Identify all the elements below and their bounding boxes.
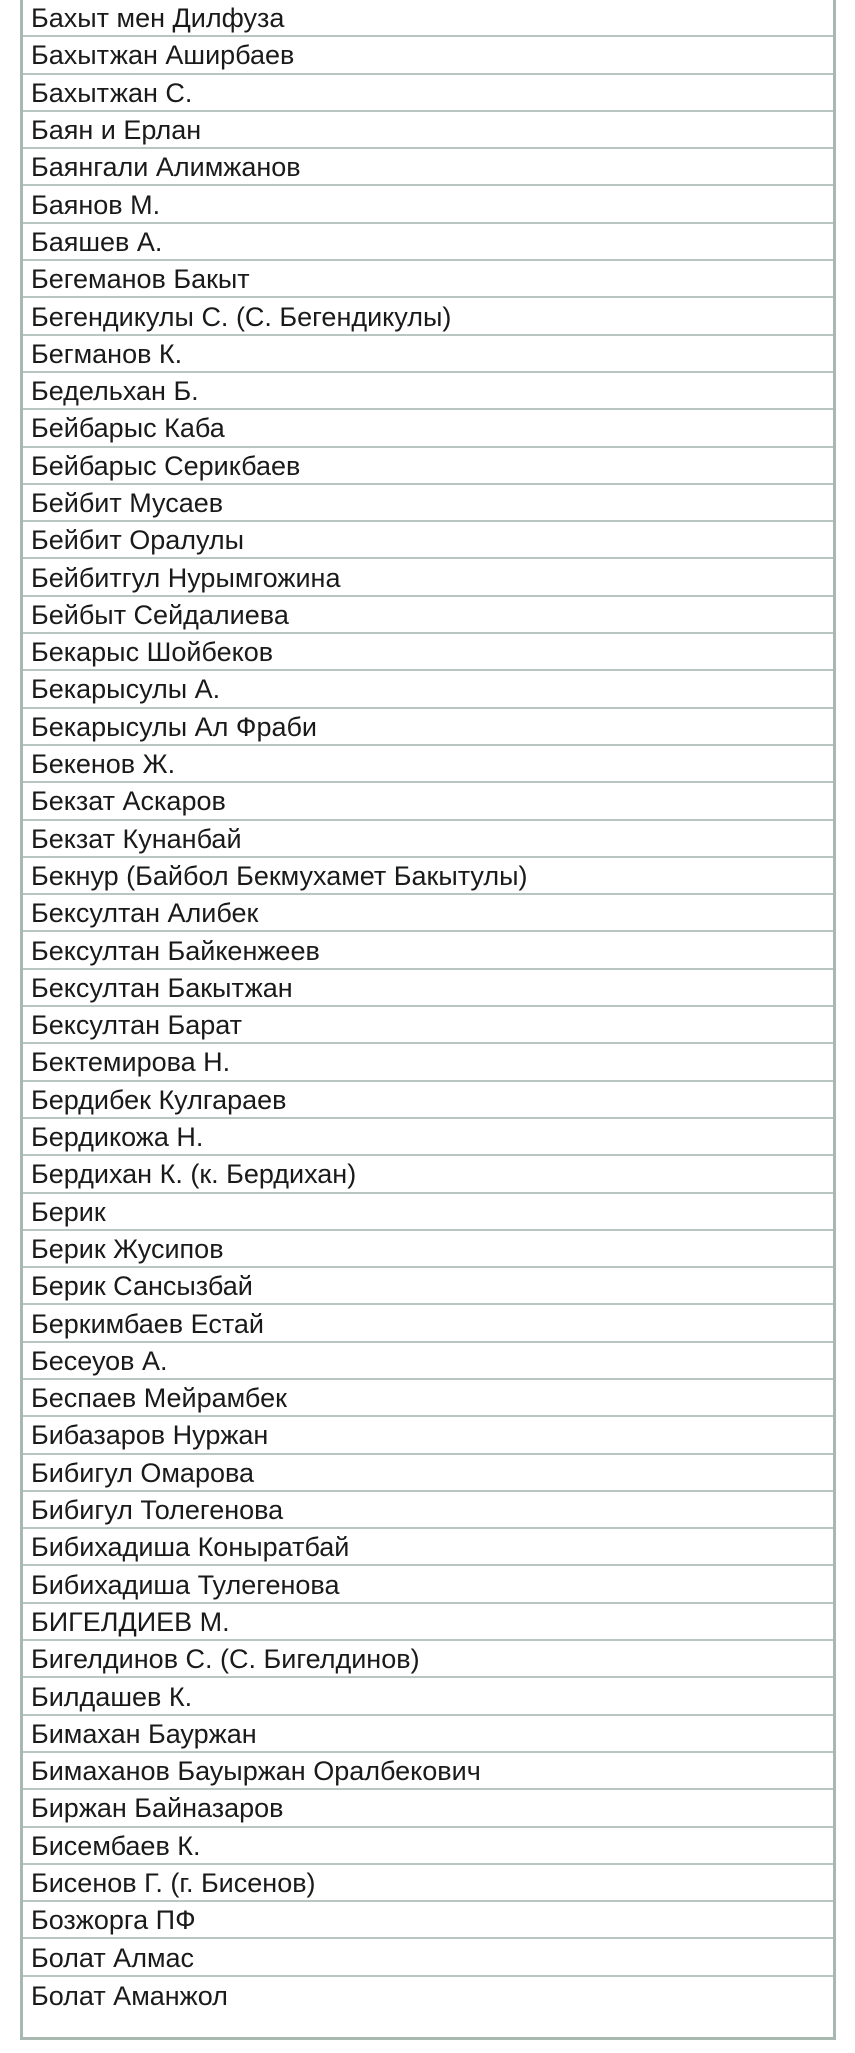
list-item-name: Бибазаров Нуржан	[31, 1420, 269, 1451]
list-item	[23, 1194, 833, 1231]
list-item-name: Бектемирова Н.	[31, 1047, 231, 1078]
list-item	[23, 1082, 833, 1119]
list-item-name: Бозжорга ПФ	[31, 1905, 196, 1936]
list-item	[23, 1939, 833, 1976]
list-item-name: Бегендикулы С. (С. Бегендикулы)	[31, 301, 452, 332]
list-item	[23, 448, 833, 485]
list-item-name: Болат Аманжол	[31, 1980, 228, 2011]
list-item	[23, 1790, 833, 1827]
list-item-name: Бахытжан Аширбаев	[31, 40, 295, 71]
list-item	[23, 1156, 833, 1193]
list-item	[23, 932, 833, 969]
list-item-name: Бексултан Бакытжан	[31, 972, 293, 1003]
list-item	[23, 1641, 833, 1678]
list-item	[23, 1044, 833, 1081]
list-item	[23, 1828, 833, 1865]
list-item	[23, 1977, 833, 2014]
list-item	[23, 410, 833, 447]
list-item	[23, 1716, 833, 1753]
list-item	[23, 746, 833, 783]
list-item	[23, 1902, 833, 1939]
list-item-name: Бегеманов Бакыт	[31, 264, 250, 295]
list-item-name: Беспаев Мейрамбек	[31, 1383, 287, 1414]
list-item-name: Бисенов Г. (г. Бисенов)	[31, 1867, 316, 1898]
list-item	[23, 37, 833, 74]
list-item-name: Бекарысулы А.	[31, 674, 221, 705]
list-item	[23, 559, 833, 596]
list-item	[23, 373, 833, 410]
list-item	[23, 1305, 833, 1342]
list-item	[23, 1380, 833, 1417]
list-item-name: Бердикожа Н.	[31, 1122, 204, 1153]
list-item	[23, 224, 833, 261]
list-item-name: Бахытжан С.	[31, 77, 193, 108]
list-item	[23, 186, 833, 223]
list-item-name: Бигелдинов С. (С. Бигелдинов)	[31, 1644, 420, 1675]
list-item-name: Берик	[31, 1196, 106, 1227]
list-item	[23, 1417, 833, 1454]
list-item-name: Бейбитгул Нурымгожина	[31, 562, 341, 593]
list-item	[23, 1529, 833, 1566]
list-item	[23, 0, 833, 37]
list-item-name: Бимахан Бауржан	[31, 1718, 257, 1749]
list-item-name: Бибигул Омарова	[31, 1457, 255, 1488]
list-item-name: Бахыт мен Дилфуза	[31, 3, 285, 34]
list-item-name: Бекенов Ж.	[31, 749, 176, 780]
list-item-name: Бибигул Толегенова	[31, 1495, 284, 1526]
list-item-name: Болат Алмас	[31, 1942, 195, 1973]
list-item-name: Баяшев А.	[31, 226, 163, 257]
name-list	[23, 0, 833, 2014]
list-item	[23, 1007, 833, 1044]
list-item-name: Бибихадиша Тулегенова	[31, 1569, 340, 1600]
list-item-name: Бексултан Алибек	[31, 898, 259, 929]
list-item	[23, 112, 833, 149]
list-item-name: Бесеуов А.	[31, 1345, 168, 1376]
list-item	[23, 1268, 833, 1305]
list-item-name: Бейбарыс Каба	[31, 413, 225, 444]
list-item	[23, 1492, 833, 1529]
list-item	[23, 895, 833, 932]
list-item-name: Бексултан Барат	[31, 1010, 243, 1041]
list-item-name: Берик Сансызбай	[31, 1271, 253, 1302]
list-item-name: Бердихан К. (к. Бердихан)	[31, 1159, 357, 1190]
list-item	[23, 709, 833, 746]
list-item-name: Баянов М.	[31, 189, 161, 220]
list-item-name: Бердибек Кулгараев	[31, 1084, 287, 1115]
list-item-name: Баянгали Алимжанов	[31, 152, 301, 183]
list-item	[23, 597, 833, 634]
list-item	[23, 1455, 833, 1492]
list-item-name: Бегманов К.	[31, 338, 183, 369]
list-item-name: Бейбарыс Серикбаев	[31, 450, 301, 481]
list-item	[23, 821, 833, 858]
list-item	[23, 1865, 833, 1902]
list-item-name: Берик Жусипов	[31, 1233, 224, 1264]
list-item-name: Бимаханов Бауыржан Оралбекович	[31, 1756, 481, 1787]
list-item	[23, 1604, 833, 1641]
list-item-name: Бексултан Байкенжеев	[31, 935, 320, 966]
list-item	[23, 1566, 833, 1603]
list-item-name: Бекнур (Байбол Бекмухамет Бакытулы)	[31, 860, 528, 891]
list-item-name: Билдашев К.	[31, 1681, 193, 1712]
list-item-name: Бейбит Мусаев	[31, 488, 224, 518]
list-item	[23, 783, 833, 820]
list-item-name: Бекзат Кунанбай	[31, 823, 242, 854]
list-item-name: Баян и Ерлан	[31, 115, 202, 146]
list-item	[23, 671, 833, 708]
list-item-name: Бекзат Аскаров	[31, 786, 226, 817]
list-item	[23, 1753, 833, 1790]
list-item	[23, 485, 833, 522]
list-item-name: Бисембаев К.	[31, 1830, 201, 1861]
list-item	[23, 149, 833, 186]
list-item	[23, 970, 833, 1007]
list-item	[23, 261, 833, 298]
list-item-name: Беркимбаев Естай	[31, 1308, 264, 1339]
list-item	[23, 1231, 833, 1268]
list-item-name: БИГЕЛДИЕВ М.	[31, 1606, 230, 1637]
list-item	[23, 522, 833, 559]
list-item-name: Бейбыт Сейдалиева	[31, 599, 289, 630]
list-item	[23, 1678, 833, 1715]
list-item-name: Бибихадиша Коныратбай	[31, 1532, 350, 1563]
list-item	[23, 634, 833, 671]
list-item-name: Биржан Байназаров	[31, 1793, 284, 1824]
list-item	[23, 1119, 833, 1156]
list-item-name: Бекарыс Шойбеков	[31, 637, 274, 668]
list-item	[23, 298, 833, 335]
list-item	[23, 1343, 833, 1380]
name-list-table	[20, 0, 836, 2040]
list-item	[23, 336, 833, 373]
list-item-name: Бедельхан Б.	[31, 376, 199, 407]
list-item	[23, 858, 833, 895]
list-item	[23, 75, 833, 112]
list-item-name: Бейбит Оралулы	[31, 525, 245, 556]
list-item-name: Бекарысулы Ал Фраби	[31, 711, 318, 742]
